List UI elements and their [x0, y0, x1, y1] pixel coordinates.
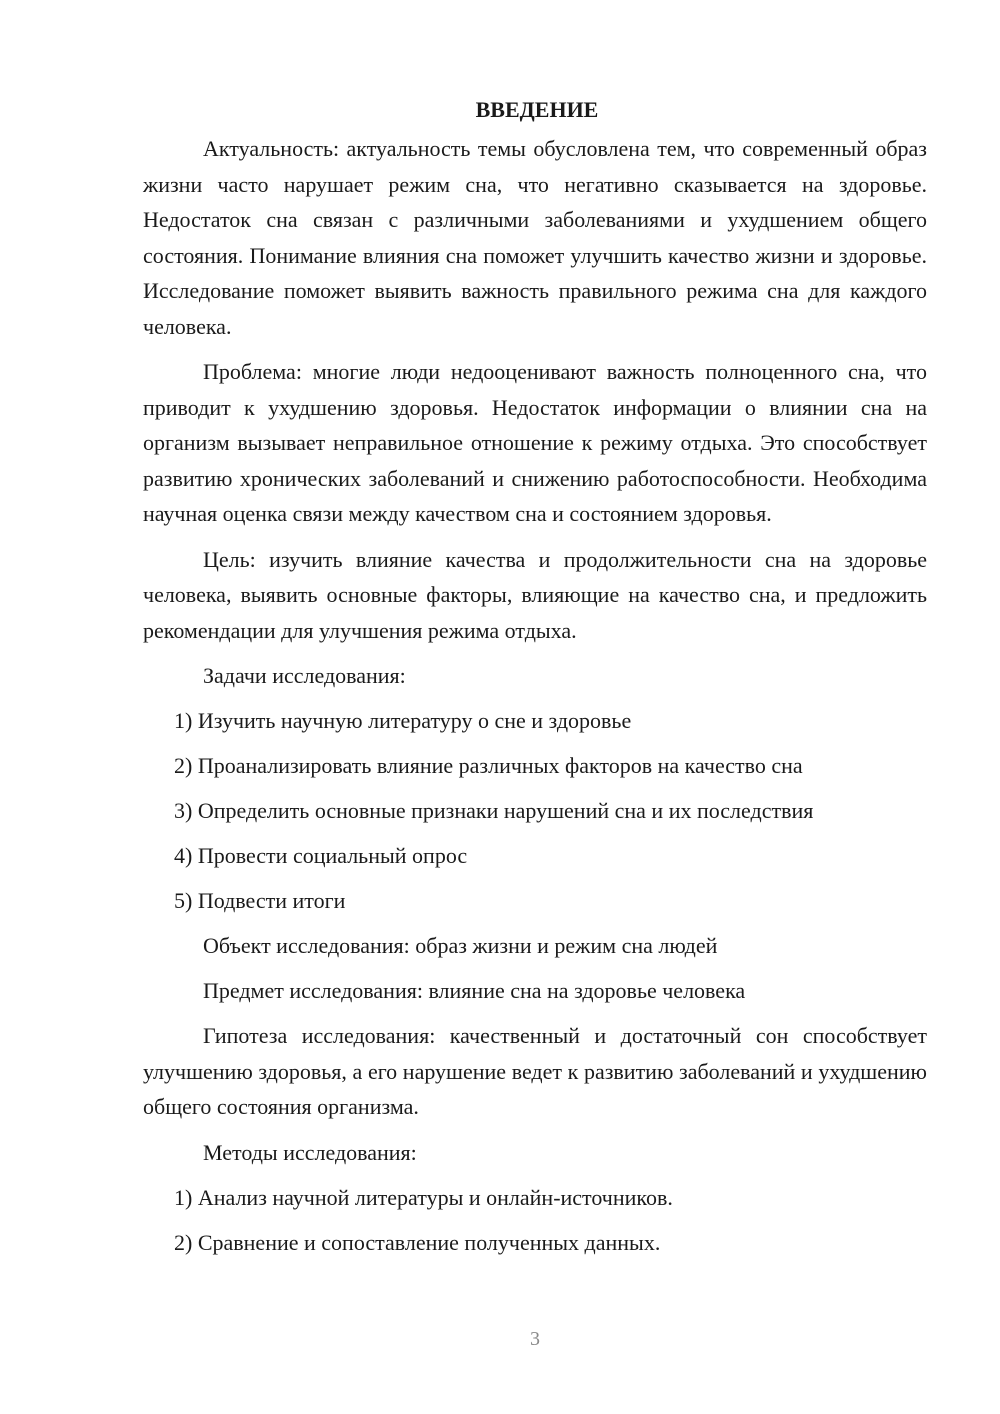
subject-line: Предмет исследования: влияние сна на здоровье человека — [203, 978, 746, 1003]
task-item: 3) Определить основные признаки нарушений сна и их последствия — [174, 798, 814, 823]
method-item: 1) Анализ научной литературы и онлайн-источников. — [174, 1184, 673, 1210]
method-item: 2) Сравнение и сопоставление полученных данных. — [174, 1229, 661, 1255]
task-item: 4) Провести социальный опрос — [174, 843, 468, 868]
task-item: 1) Изучить научную литературу о сне и здоровье — [174, 708, 632, 733]
task-item: 2) Проанализировать влияние различных факторов на качество сна — [174, 753, 803, 778]
hypothesis-paragraph: Гипотеза исследования: качественный и достаточный сон способствует улучшению здоровья, а его нарушение ведет к развитию заболеваний и ухудшению общего состояния организма. — [143, 1023, 927, 1119]
problem-paragraph: Проблема: многие люди недооценивают важность полноценного сна, что приводит к ухудшению здоровья. Недостаток информации о влиянии сна на организм вызывает неправильное отношение к режиму отдыха. Это способствует развитию хронических заболеваний и снижению работоспособности. Необходима научная оценка связи между качеством сна и состоянием здоровья. — [143, 359, 927, 526]
goal-paragraph: Цель: изучить влияние качества и продолжительности сна на здоровье человека, выявить основные факторы, влияющие на качество сна, и предложить рекомендации для улучшения режима отдыха. — [143, 546, 927, 643]
object-line: Объект исследования: образ жизни и режим сна людей — [203, 933, 718, 958]
tasks-heading: Задачи исследования: — [203, 663, 406, 688]
section-title: ВВЕДЕНИЕ — [475, 97, 599, 122]
page-number: 3 — [530, 1328, 540, 1350]
methods-heading: Методы исследования: — [203, 1139, 417, 1165]
document-page — [143, 92, 927, 1270]
task-item: 5) Подвести итоги — [174, 888, 346, 913]
relevance-paragraph: Актуальность: актуальность темы обусловлена тем, что современный образ жизни часто нарушает режим сна, что негативно сказывается на здоровье. Недостаток сна связан с различными заболеваниями и ухудшением общего состояния. Понимание влияния сна поможет улучшить качество жизни и здоровье. Исследование поможет выявить важность правильного режима сна для каждого человека. — [143, 136, 927, 339]
